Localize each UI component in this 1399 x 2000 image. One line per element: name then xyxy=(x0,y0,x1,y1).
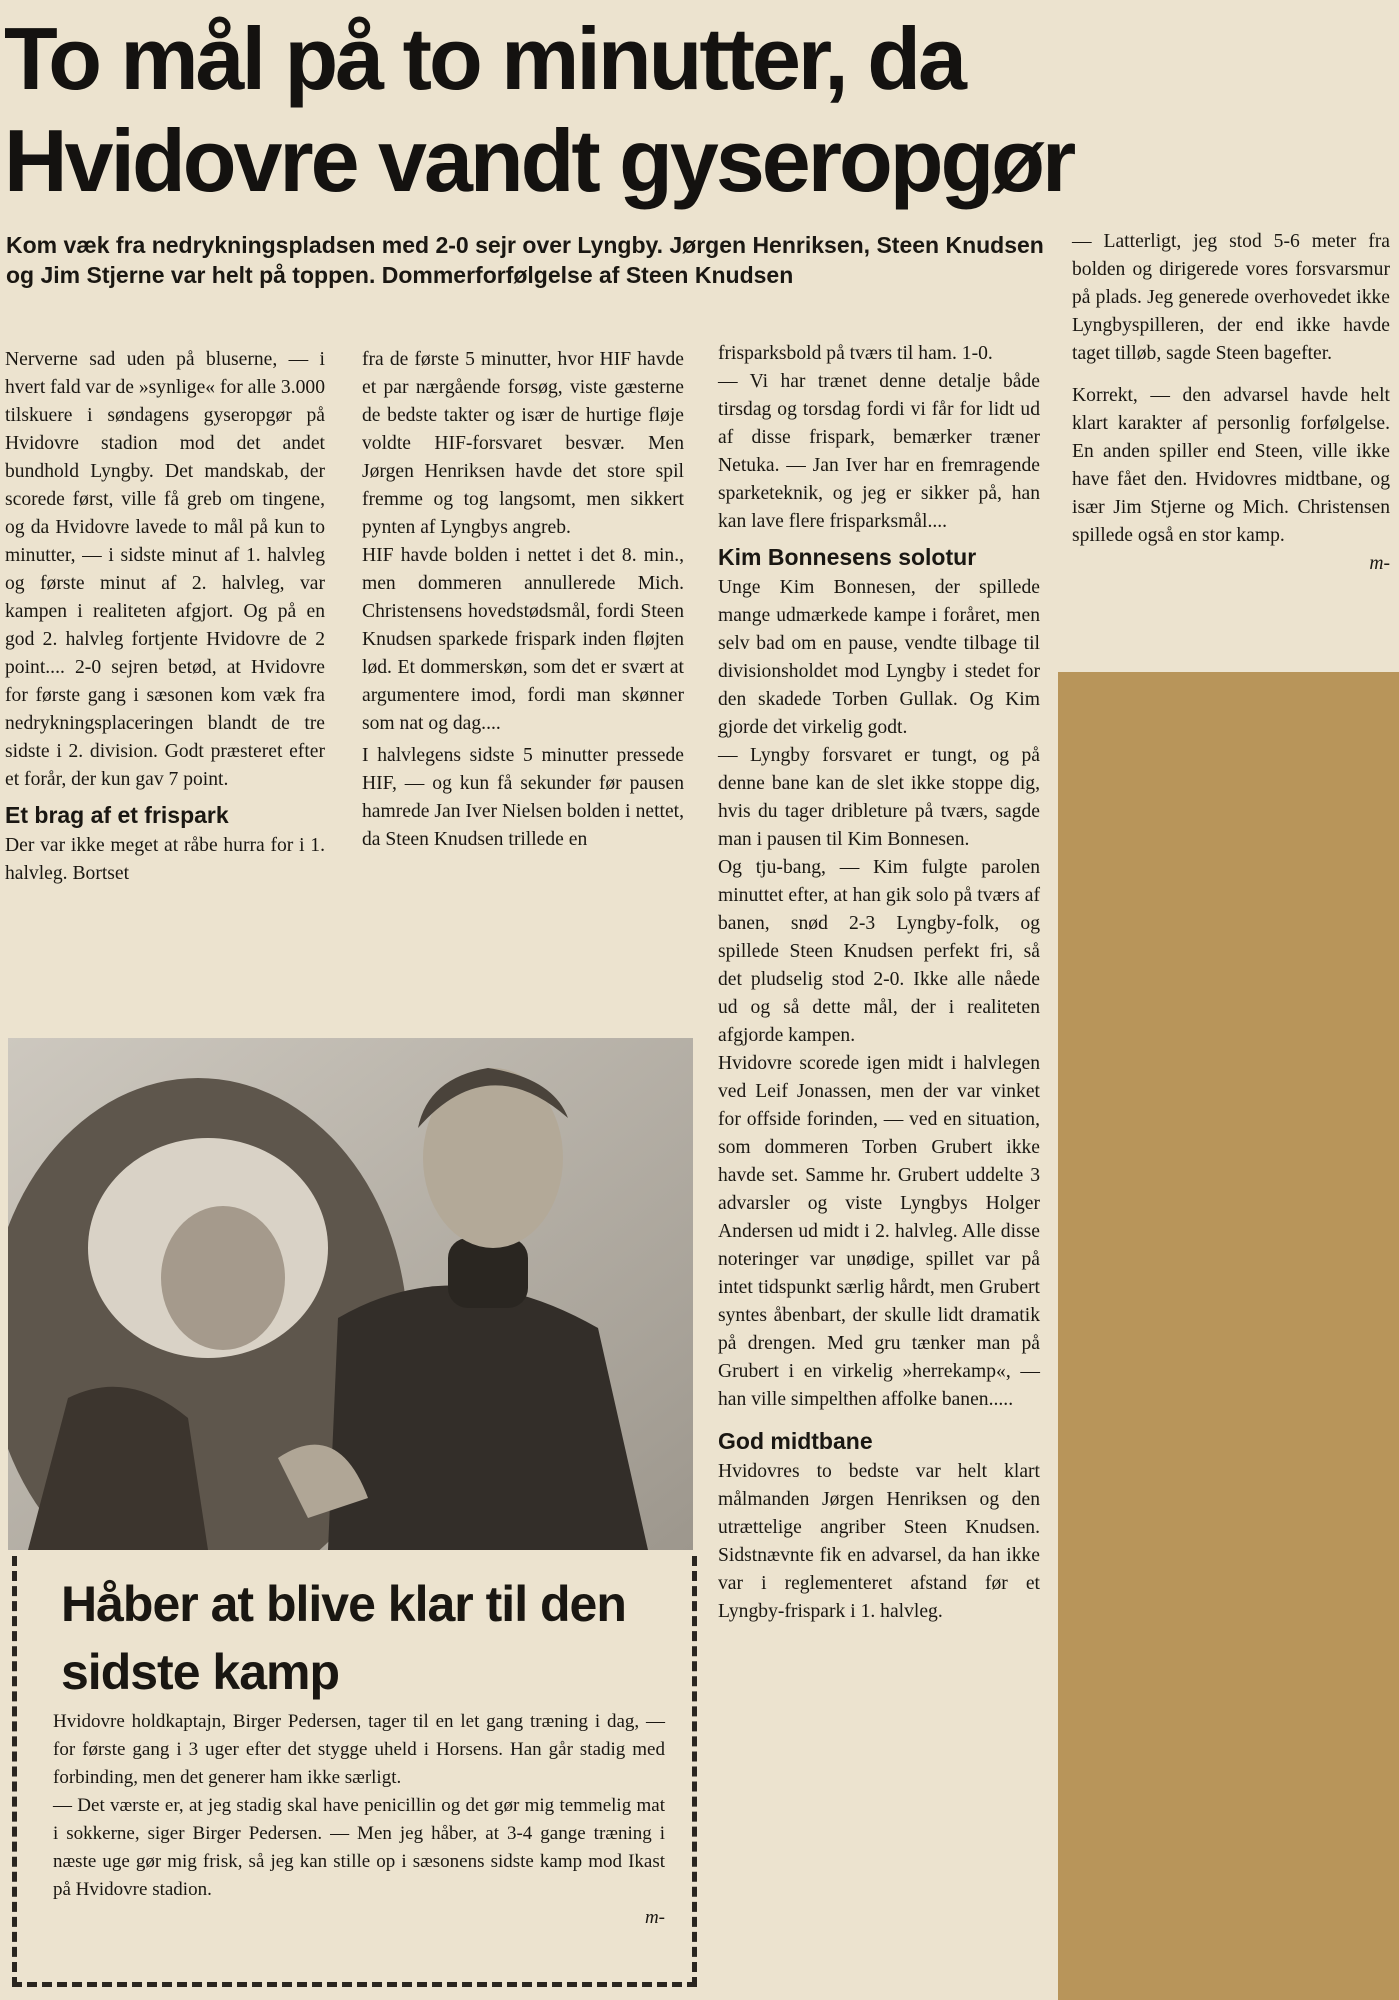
col3-paragraph-1: frisparksbold på tværs til ham. 1-0. xyxy=(718,343,993,364)
col2-paragraph-1: fra de første 5 minutter, hvor HIF havde et par nærgående forsøg, viste gæsterne de bedste takter og især de hurtige fløje voldte HIF-forsvaret besvær. Men Jørgen Henriksen havde det store spil fremme og tog langsomt, men sikkert pynten af Lyngbys angreb. xyxy=(362,349,684,538)
news-photo xyxy=(8,1038,693,1550)
sidebar-paragraph-2: — Det værste er, at jeg stadig skal have penicillin og det gør mig temmelig mat i sokkerne, siger Birger Pedersen. — Men jeg håber, at 3-4 gange træning i næste uge gør mig frisk, så jeg kan stille op i sæsonens sidste kamp mod Ikast på Hvidovre stadion. xyxy=(53,1795,665,1900)
sidebar-signature: m- xyxy=(644,1907,665,1928)
col1-subhead: Et brag af et frispark xyxy=(5,802,229,828)
col3-paragraph-7: Hvidovres to bedste var helt klart målmanden Jørgen Henriksen og den utrættelige angriber Steen Knudsen. Sidstnævnte fik en advarsel, da han ikke var i reglementeret afstand før et Lyngby-frispark i 1. halvleg. xyxy=(718,1461,1040,1622)
col3-paragraph-4: — Lyngby forsvaret er tungt, og på denne bane kan de slet ikke stoppe dig, hvis du tager dribleture på tværs, sagde man i pausen til Kim Bonnesen. xyxy=(718,745,1040,850)
photo-illustration xyxy=(8,1038,693,1550)
col3-subhead-2: God midtbane xyxy=(718,1428,873,1454)
col3-paragraph-6: Hvidovre scorede igen midt i halvlegen ved Leif Jonassen, men der var vinket for offside forinden, — ved en situation, som dommeren Torben Grubert ikke havde set. Samme hr. Grubert uddelte 3 advarsler og viste Lyngbys Holger Andersen ud midt i 2. halvleg. Alle disse noteringer var unødige, spillet var på intet tidspunkt særlig hårdt, men Grubert syntes åbenbart, der skulle lidt dramatik på drengen. Med gru tænker man på Grubert i en virkelig »herrekamp«, — han ville simpelthen affolke banen..... xyxy=(718,1053,1040,1410)
sidebar-story-text xyxy=(53,1708,665,1932)
col4-paragraph-1: — Latterligt, jeg stod 5-6 meter fra bolden og dirigerede vores forsvarsmur på plads. Jeg generede overhovedet ikke Lyngbyspilleren, der end ikke havde taget tilløb, sagde Steen bagefter. xyxy=(1072,231,1390,364)
column-3 xyxy=(718,340,1040,1626)
column-2 xyxy=(362,346,684,854)
right-person-collar xyxy=(448,1238,528,1308)
col3-paragraph-5: Og tju-bang, — Kim fulgte parolen minuttet efter, at han gik solo på tværs af banen, snød 2-3 Lyngby-folk, og spillede Steen Knudsen perfekt fri, så det pludselig stod 2-0. Ikke alle nåede ud og så dette mål, der i realiteten afgjorde kampen. xyxy=(718,857,1040,1046)
col2-paragraph-2: HIF havde bolden i nettet i det 8. min., men dommeren annullerede Mich. Christensens hovedstødsmål, fordi Steen Knudsen sparkede frispark inden fløjten lød. Et dommerskøn, som det er svært at argumentere imod, fordi man skønner som nat og dag.... xyxy=(362,545,684,734)
col4-paragraph-2: Korrekt, — den advarsel havde helt klart karakter af personlig forfølgelse. En anden spiller end Steen, ville ikke have fået den. Hvidovres midtbane, og især Jim Stjerne og Mich. Christensen spillede også en stor kamp. xyxy=(1072,385,1390,546)
sidebar-paragraph-1: Hvidovre holdkaptajn, Birger Pedersen, tager til en let gang træning i dag, — for første gang i 3 uger efter det stygge uheld i Horsens. Han går stadig med forbinding, men det generer ham ikke særligt. xyxy=(53,1711,665,1788)
sidebar-story-box xyxy=(12,1556,697,1987)
headline: To mål på to minutter, da Hvidovre vandt gyseropgør xyxy=(4,9,1074,210)
col1-paragraph-1: Nerverne sad uden på bluserne, — i hvert fald var de »synlige« for alle 3.000 tilskuere i søndagens gyseropgør på Hvidovre stadion mod det andet bundhold Lyngby. Det mandskab, der scorede først, ville få greb om tingene, og da Hvidovre lavede to mål på kun to minutter, — i sidste minut af 1. halvleg og første minut af 2. halvleg, var kampen i realiteten afgjort. Og på en god 2. halvleg fortjente Hvidovre de 2 point.... 2-0 sejren betød, at Hvidovre for første gang i sæsonen kom væk fra nedrykningsplaceringen blandt de tre sidste i 2. division. Godt præsteret efter et forår, der kun gav 7 point. xyxy=(5,349,325,790)
col3-subhead-1: Kim Bonnesens solotur xyxy=(718,544,977,570)
col2-paragraph-3: I halvlegens sidste 5 minutter pressede HIF, — og kun få sekunder før pausen hamrede Jan Iver Nielsen bolden i nettet, da Steen Knudsen trillede en xyxy=(362,745,684,850)
col1-paragraph-2: Der var ikke meget at råbe hurra for i 1. halvleg. Bortset xyxy=(5,835,325,884)
deck: Kom væk fra nedrykningspladsen med 2-0 sejr over Lyngby. Jørgen Henriksen, Steen Knudsen og Jim Stjerne var helt på toppen. Dommerforfølgelse af Steen Knudsen xyxy=(6,232,1044,288)
col3-paragraph-3: Unge Kim Bonnesen, der spillede mange udmærkede kampe i foråret, men selv bad om en pause, vendte tilbage til divisionsholdet mod Lyngby i stedet for den skadede Torben Gullak. Og Kim gjorde det virkelig godt. xyxy=(718,577,1040,738)
left-person-face xyxy=(161,1206,285,1350)
col4-signature: m- xyxy=(1369,553,1390,574)
sidebar-story-title: Håber at blive klar til den sidste kamp xyxy=(61,1576,626,1700)
col3-paragraph-2: — Vi har trænet denne detalje både tirsdag og torsdag fordi vi får for lidt ud af disse frispark, bemærker træner Netuka. — Jan Iver har en fremragende sparketeknik, og jeg er sikker på, han kan lave flere frisparksmål.... xyxy=(718,371,1040,532)
column-1 xyxy=(5,346,325,888)
column-4 xyxy=(1072,228,1390,578)
